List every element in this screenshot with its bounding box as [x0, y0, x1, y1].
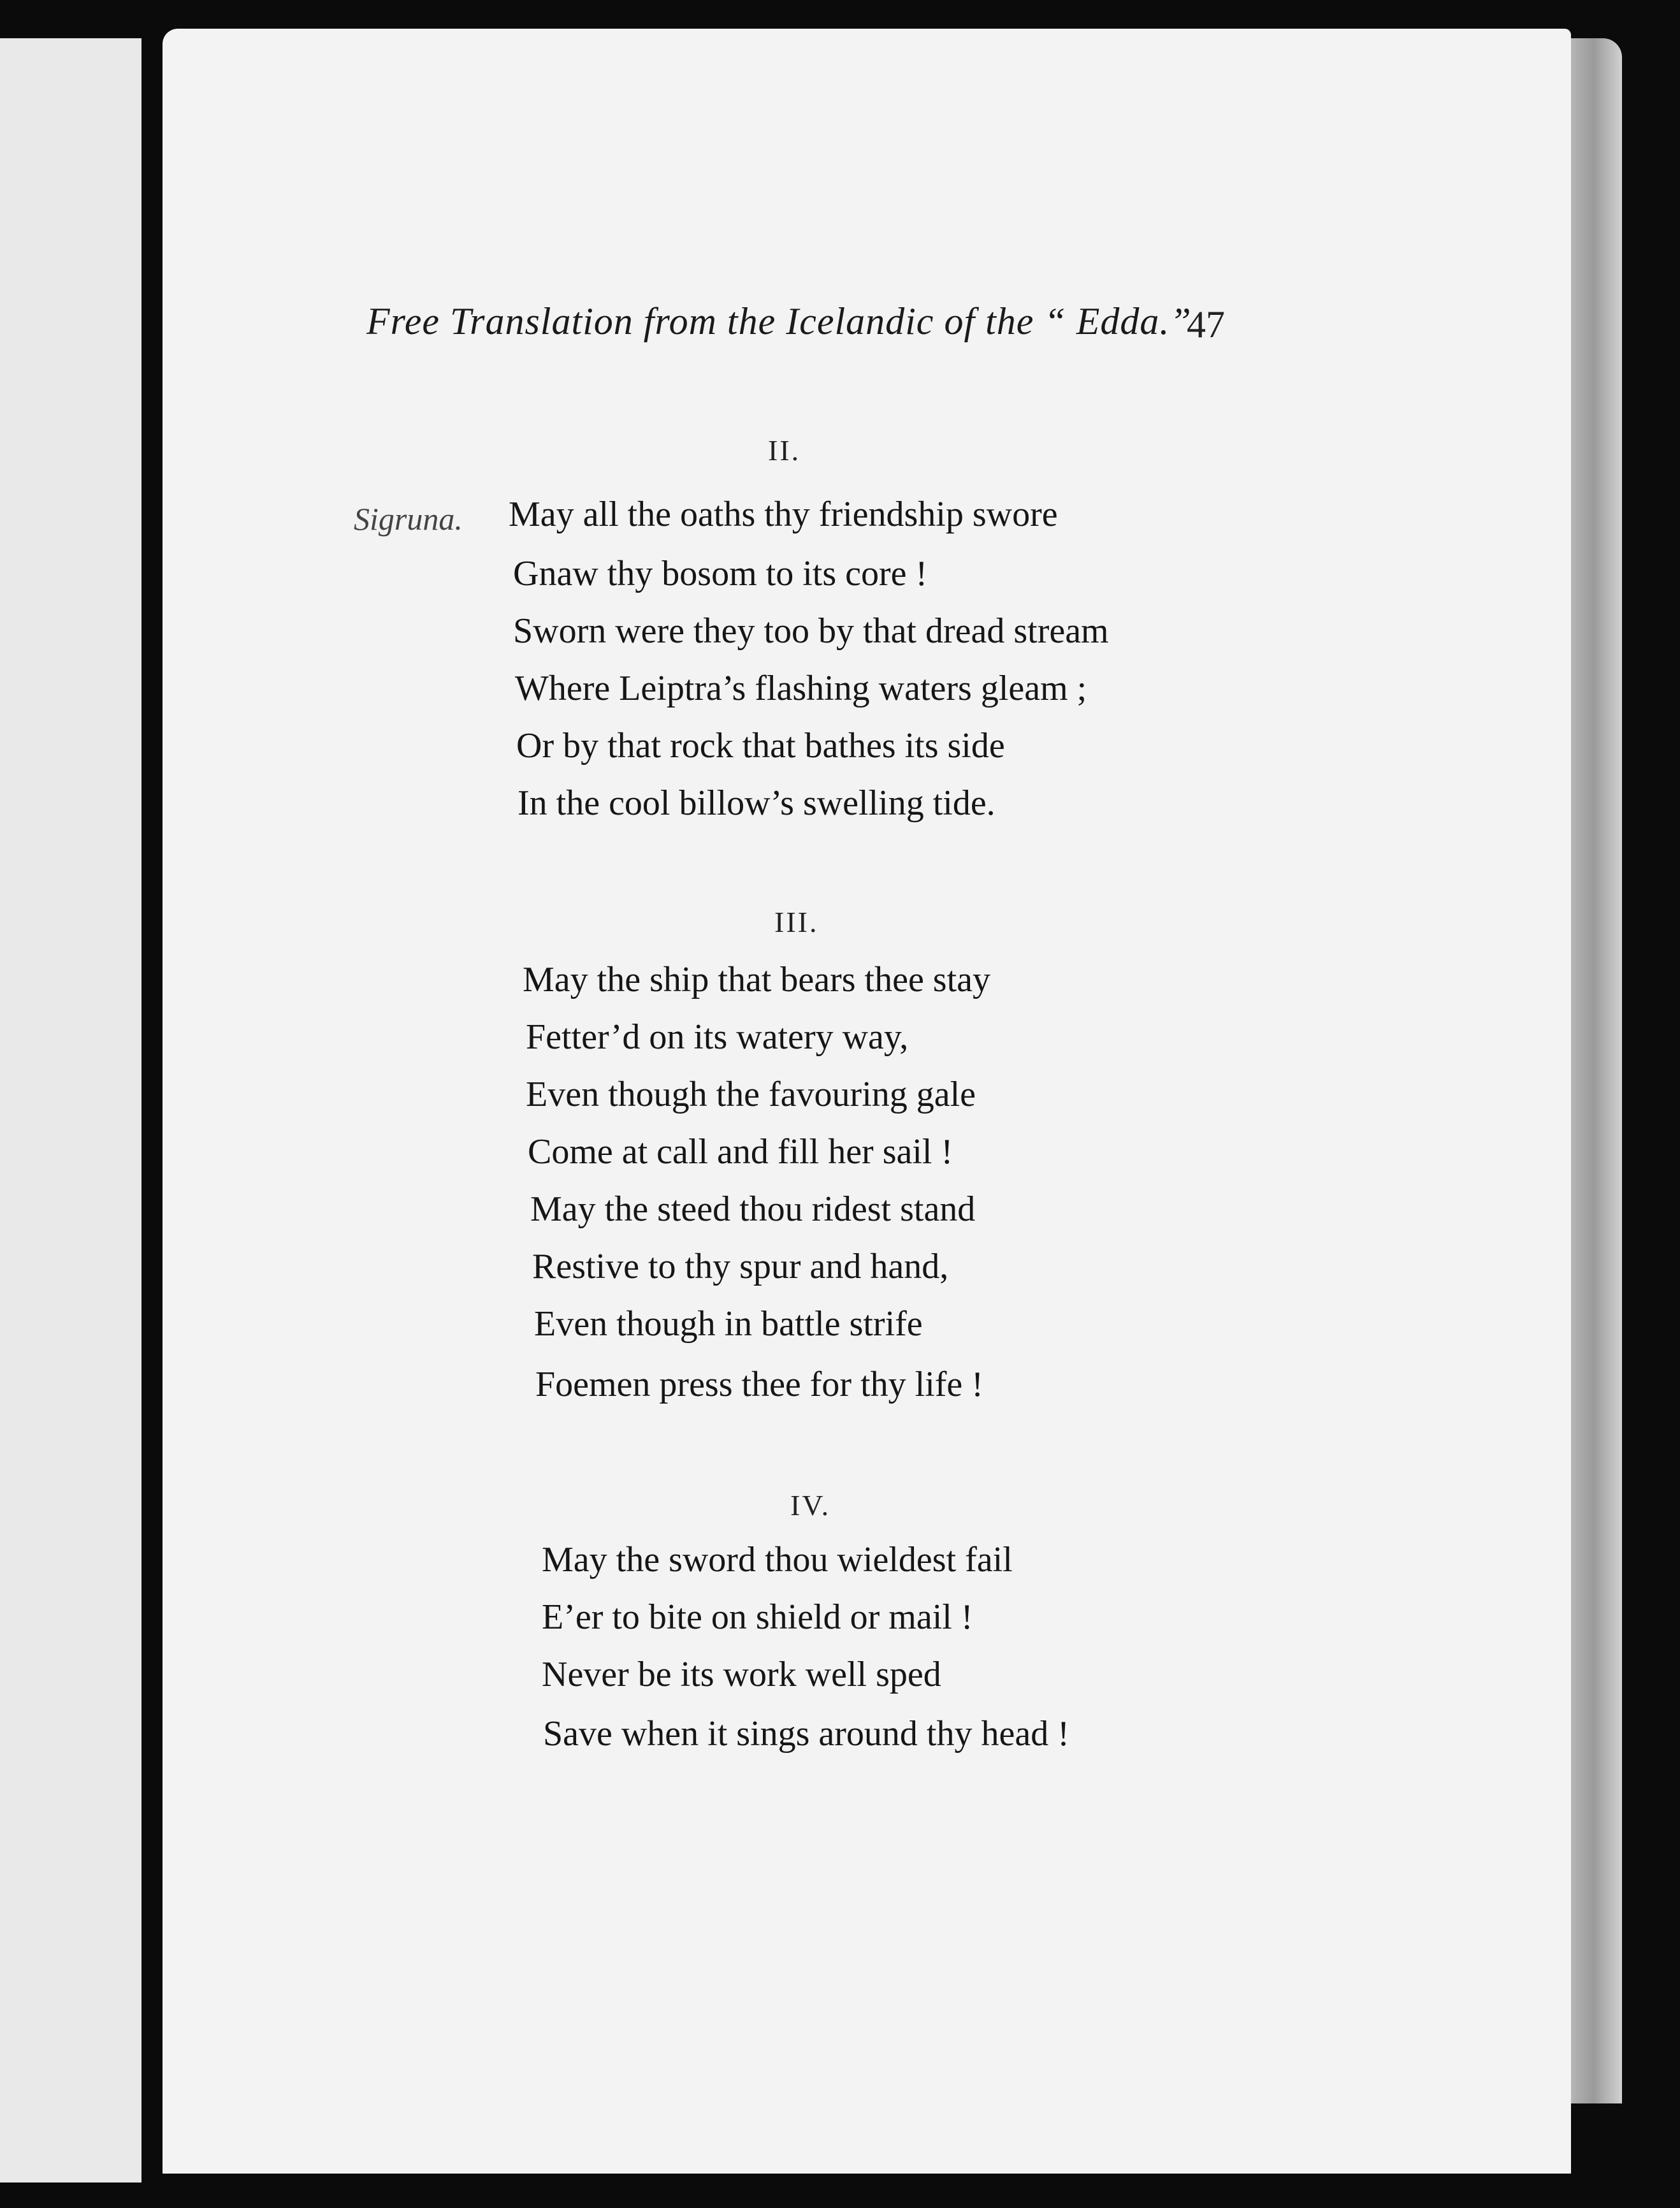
- verse-line: Fetter’d on its watery way,: [526, 1017, 909, 1057]
- verse-line: Sworn were they too by that dread stream: [513, 611, 1109, 651]
- verse-line: Where Leiptra’s flashing waters gleam ;: [515, 669, 1087, 708]
- verse-line: E’er to bite on shield or mail !: [542, 1597, 973, 1637]
- facing-page: [0, 38, 141, 2183]
- verse-line: May the sword thou wieldest fail: [542, 1540, 1013, 1580]
- page-number: 47: [1187, 303, 1225, 345]
- verse-line: In the cool billow’s swelling tide.: [518, 783, 996, 823]
- verse-line: Never be its work well sped: [542, 1655, 941, 1694]
- verse-line: Or by that rock that bathes its side: [516, 726, 1005, 766]
- stanza-numeral: IV.: [790, 1489, 831, 1522]
- verse-line: Gnaw thy bosom to its core !: [513, 554, 928, 593]
- speaker-name: Sigruna.: [354, 501, 463, 537]
- verse-line: Restive to thy spur and hand,: [532, 1247, 949, 1286]
- stanza-numeral: III.: [774, 906, 819, 938]
- stanza-numeral: II.: [768, 434, 801, 467]
- verse-line: Foemen press thee for thy life !: [535, 1365, 983, 1404]
- verse-line: Even though in battle strife: [534, 1304, 923, 1344]
- verse-line: May the steed thou ridest stand: [530, 1189, 976, 1229]
- verse-line: Even though the favouring gale: [526, 1075, 976, 1114]
- verse-line: May the ship that bears thee stay: [523, 960, 991, 999]
- running-head: Free Translation from the Icelandic of the “ Edda.”: [366, 300, 1192, 342]
- verse-line: May all the oaths thy friendship swore: [509, 495, 1058, 534]
- verse-line: Save when it sings around thy head !: [543, 1714, 1069, 1754]
- verse-line: Come at call and fill her sail !: [528, 1132, 953, 1172]
